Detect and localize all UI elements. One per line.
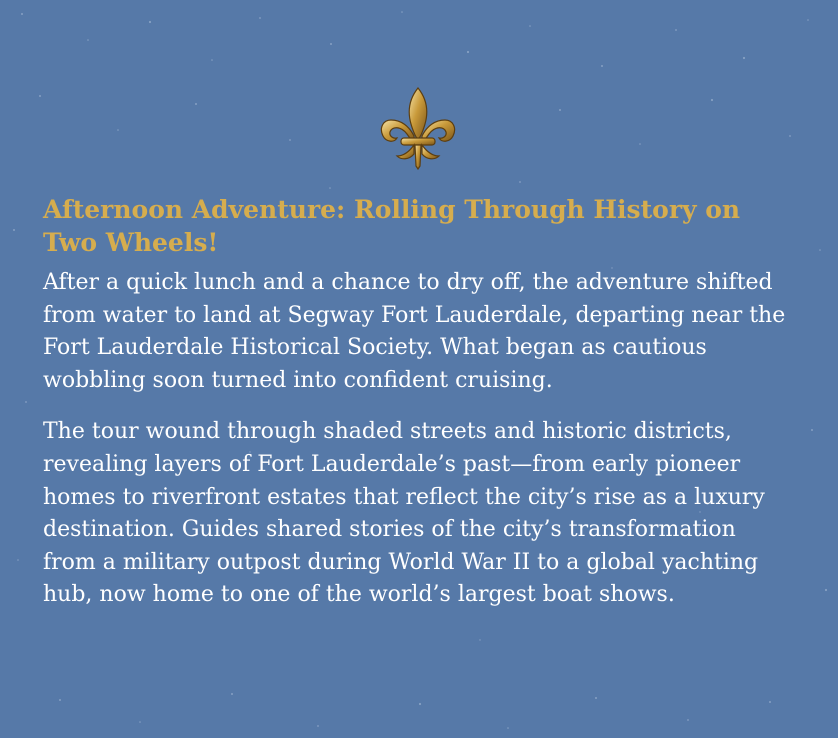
- section-heading: Afternoon Adventure: Rolling Through History on Two Wheels!: [43, 195, 741, 257]
- paragraph-lunch-segway: After a quick lunch and a chance to dry off, the adventure shifted from water to land at Segway Fort Lauderdale, departing near the Fort Lauderdale Historical Society. What began as cautious wobbling soon turned into confident cruising.: [43, 270, 786, 393]
- article-section: [43, 193, 793, 612]
- fleur-de-lis-icon: [379, 86, 457, 170]
- paragraph-tour-history: The tour wound through shaded streets and historic districts, revealing layers of Fort Lauderdale’s past—from early pioneer homes to riverfront estates that reflect the city’s rise as a luxury destination. Guides shared stories of the city’s transformation from a military outpost during World War II to a global yachting hub, now home to one of the world’s largest boat shows.: [43, 419, 765, 608]
